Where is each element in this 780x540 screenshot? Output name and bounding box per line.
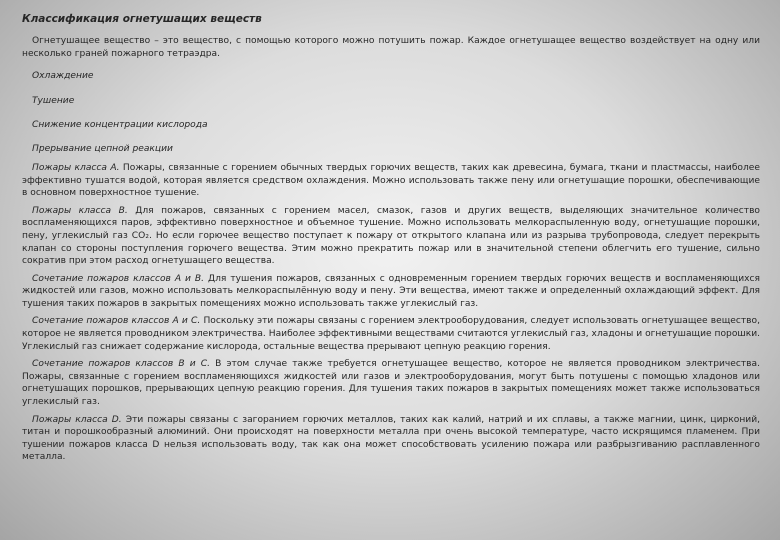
class-a-text: Пожары, связанные с горением обычных твердых горючих веществ, таких как древесина, бумага, ткани и пластмассы, наиболее эффективно тушатся водой, которая является средством охлаждения. Можно использовать также пену или огнетушащие порошки, обеспечивающие в основном поверхностное тушение. [22,162,760,199]
principles-list [22,70,760,156]
class-bc-heading: Сочетание пожаров классов В и С. [32,359,211,370]
page-title: Классификация огнетушащих веществ [22,13,262,25]
principle-item: Тушение [32,95,75,106]
principle-item: Прерывание цепной реакции [32,144,173,155]
principle-item: Снижение концентрации кислорода [32,119,208,130]
class-ab-paragraph [22,273,760,311]
class-d-text: Эти пожары связаны с загоранием горючих металлов, таких как калий, натрий и их сплавы, а также магнии, цинк, цирконий, титан и порошкообразный алюминий. Они происходят на поверхности металла при очень высокой температуре, часто искрящимся пламенем. При тушении пожаров класса D нельзя использовать воду, так как она может способствовать усилению пожара или разбрызгиванию расплавленного металла. [22,414,760,463]
intro-paragraph: Огнетушащее вещество – это вещество, с помощью которого можно потушить пожар. Каждое огнетушащее вещество воздействует на одну или несколько граней пожарного тетраэдра. [22,36,760,59]
class-ac-heading: Сочетание пожаров классов А и С. [32,316,201,327]
class-ac-text: Поскольку эти пожары связаны с горением электрооборудования, следует использовать огнетушащее вещество, которое не является проводником электричества. Наиболее эффективными веществами считаются углекислый газ, хладоны и огнетушащие порошки. Углекислый газ снижает содержание кислорода, остальные вещества прерывают цепную реакцию горения. [22,316,760,352]
class-a-paragraph [22,162,760,200]
class-b-paragraph [22,205,760,268]
class-a-heading: Пожары класса А. [32,162,120,173]
class-ac-paragraph [22,315,760,353]
class-b-text: Для пожаров, связанных с горением масел, смазок, газов и других веществ, выделяющих значительное количество воспламеняющихся паров, эффективно поверхностное и объемное тушение. Можно использовать мелкораспыленную воду, огнетушащие порошки, пену, углекислый газ CO₂. Но если горючее вещество поступает к пожару от открытого клапана или из разрыва трубопровода, следует перекрыть клапан со стороны поступления горючего вещества. Этим можно прекратить пожар или в значительной степени облегчить его тушение, сильно сократив при этом расход огнетушащего вещества. [22,205,760,267]
principle-item: Охлаждение [32,71,94,82]
class-d-paragraph [22,414,760,464]
class-b-heading: Пожары класса В. [32,205,128,216]
class-bc-paragraph [22,358,760,408]
class-ab-heading: Сочетание пожаров классов А и В. [32,273,205,284]
class-ab-text: Для тушения пожаров, связанных с одновременным горением твердых горючих веществ и воспламеняющихся жидкостей или газов, можно использовать мелкораспылённую воду и пену. Эти вещества, имеют также и определенный охлаждающий эффект. Для тушения таких пожаров в закрытых помещениях можно использовать также углекислый газ. [22,273,760,309]
class-d-heading: Пожары класса D. [32,414,122,425]
class-bc-text: В этом случае также требуется огнетушащее вещество, которое не является проводником электричества. Пожары, связанные с горением воспламеняющихся жидкостей или газов и электрооборудования, могут быть потушены с помощью хладонов или огнетушащих порошков, прерывающих цепную реакцию горения. Для тушения таких пожаров в закрытых помещениях может также использоваться углекислый газ. [22,359,760,408]
